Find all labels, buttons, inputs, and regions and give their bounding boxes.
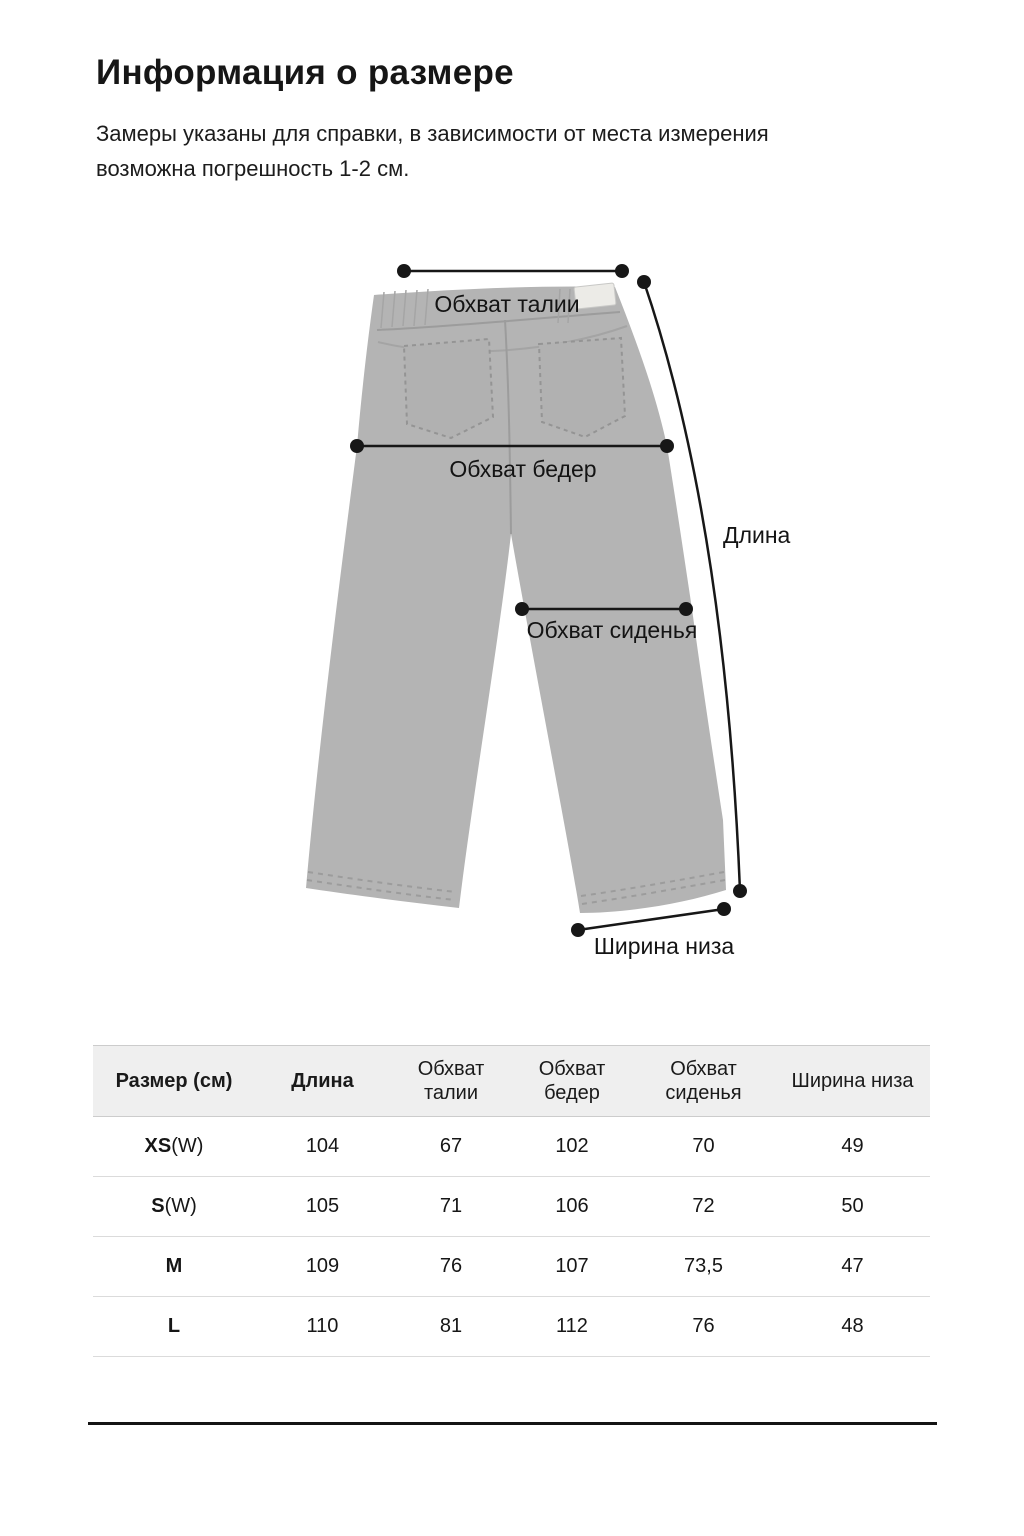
subtitle-line-2: возможна погрешность 1-2 см. xyxy=(96,156,410,181)
pants-diagram-svg xyxy=(0,240,1024,980)
value-cell: 47 xyxy=(775,1237,930,1297)
value-cell: 81 xyxy=(390,1297,512,1357)
value-cell: 104 xyxy=(255,1117,390,1177)
size-cell xyxy=(93,1117,255,1177)
hem-label: Ширина низа xyxy=(593,933,735,959)
size-table xyxy=(93,1045,930,1357)
hips-dot-right xyxy=(660,439,674,453)
column-header-size: Размер (см) xyxy=(93,1046,255,1117)
column-header-hips: Обхват бедер xyxy=(512,1046,632,1117)
value-cell: 71 xyxy=(390,1177,512,1237)
value-cell: 67 xyxy=(390,1117,512,1177)
hips-label: Обхват бедер xyxy=(449,456,597,482)
bottom-divider xyxy=(88,1422,937,1425)
measurement-diagram xyxy=(0,240,1024,980)
size-suffix: (W) xyxy=(171,1135,204,1157)
table-row-xs xyxy=(93,1117,930,1177)
length-dot-top xyxy=(637,275,651,289)
size-cell xyxy=(93,1237,255,1297)
table-row-l xyxy=(93,1297,930,1357)
value-cell: 106 xyxy=(512,1177,632,1237)
waist-dot-left xyxy=(397,264,411,278)
seat-label: Обхват сиденья xyxy=(526,617,698,643)
size-label: L xyxy=(167,1315,181,1337)
value-cell: 72 xyxy=(632,1177,775,1237)
table-row-m xyxy=(93,1237,930,1297)
value-cell: 49 xyxy=(775,1117,930,1177)
seat-dot-left xyxy=(515,602,529,616)
column-header-hem: Ширина низа xyxy=(775,1046,930,1117)
column-header-waist: Обхват талии xyxy=(390,1046,512,1117)
size-cell xyxy=(93,1177,255,1237)
size-label: M xyxy=(165,1255,183,1277)
value-cell: 76 xyxy=(390,1237,512,1297)
value-cell: 102 xyxy=(512,1117,632,1177)
back-pocket-left xyxy=(404,339,493,438)
back-pocket-right xyxy=(539,338,625,437)
size-label: XS xyxy=(144,1135,172,1157)
seat-dot-right xyxy=(679,602,693,616)
value-cell: 105 xyxy=(255,1177,390,1237)
size-cell xyxy=(93,1297,255,1357)
value-cell: 76 xyxy=(632,1297,775,1357)
hem-dot-right xyxy=(717,902,731,916)
size-table-header-row xyxy=(93,1046,930,1117)
value-cell: 109 xyxy=(255,1237,390,1297)
subtitle-line-1: Замеры указаны для справки, в зависимости от места измерения xyxy=(96,121,769,146)
waist-dot-right xyxy=(615,264,629,278)
hips-dot-left xyxy=(350,439,364,453)
column-header-length: Длина xyxy=(255,1046,390,1117)
hem-dot-left xyxy=(571,923,585,937)
pants-silhouette xyxy=(306,286,726,913)
length-dot-bottom xyxy=(733,884,747,898)
page-subtitle xyxy=(96,116,1024,186)
value-cell: 50 xyxy=(775,1177,930,1237)
waistband-label-tag xyxy=(574,283,616,309)
value-cell: 70 xyxy=(632,1117,775,1177)
table-row-s xyxy=(93,1177,930,1237)
value-cell: 107 xyxy=(512,1237,632,1297)
size-label: S xyxy=(151,1195,165,1217)
value-cell: 48 xyxy=(775,1297,930,1357)
waist-label: Обхват талии xyxy=(434,291,580,317)
size-suffix: (W) xyxy=(164,1195,197,1217)
value-cell: 112 xyxy=(512,1297,632,1357)
page-title: Информация о размере xyxy=(96,53,514,92)
length-label: Длина xyxy=(723,522,791,548)
value-cell: 110 xyxy=(255,1297,390,1357)
column-header-seat: Обхват сиденья xyxy=(632,1046,775,1117)
pants-illustration xyxy=(306,283,726,913)
value-cell: 73,5 xyxy=(632,1237,775,1297)
